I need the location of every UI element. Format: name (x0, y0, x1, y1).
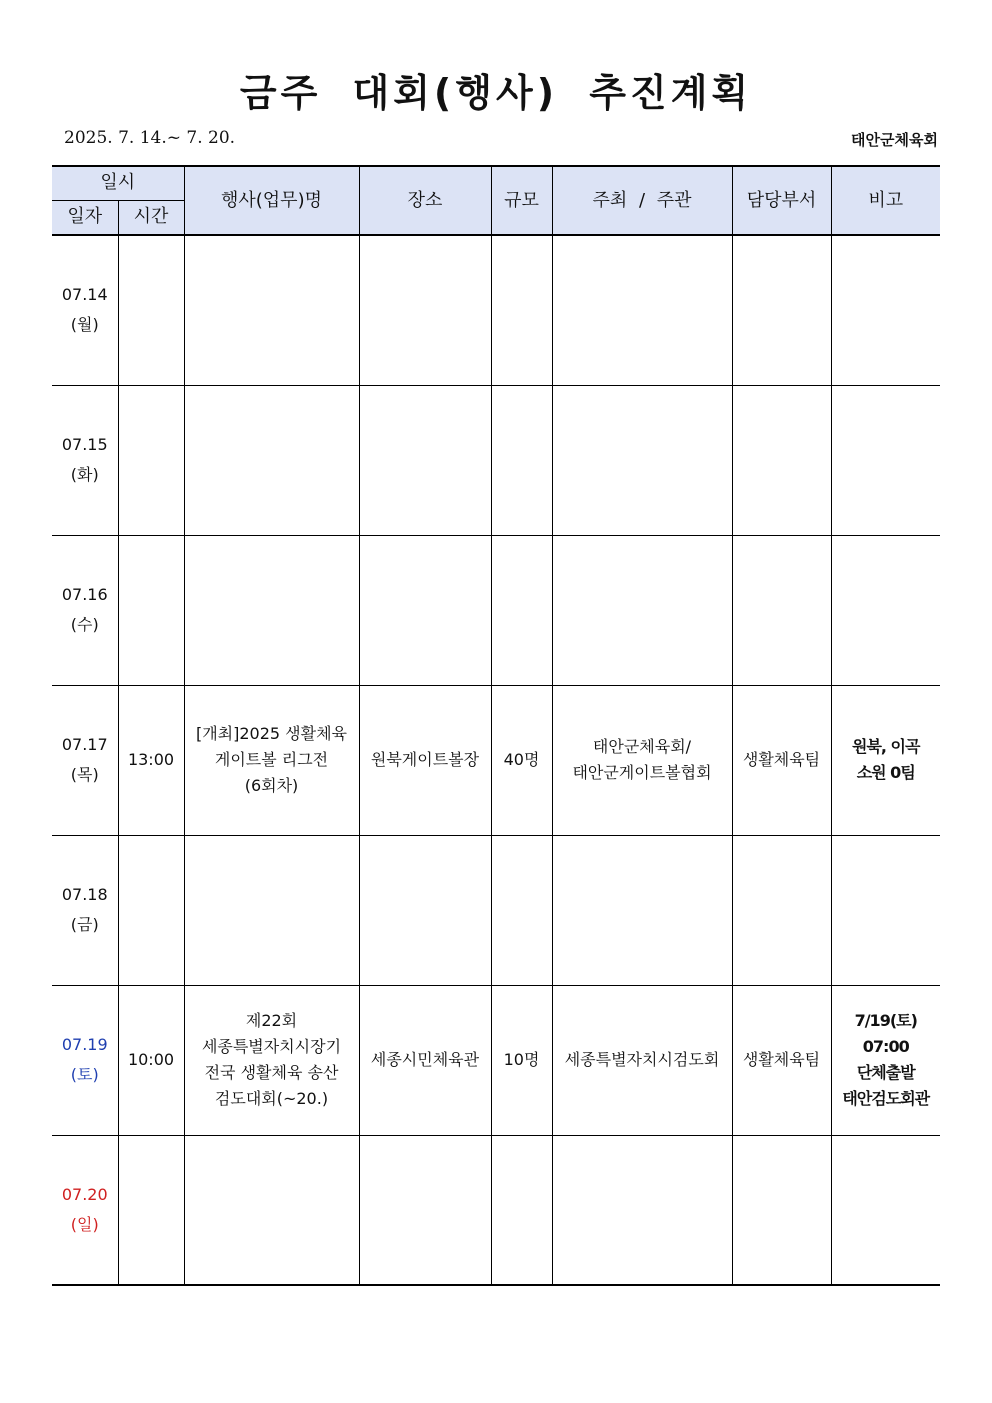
note-line: 소원 0팀 (856, 763, 915, 782)
col-host: 주최 / 주관 (552, 166, 732, 235)
note-cell (831, 1135, 940, 1285)
col-scale: 규모 (491, 166, 552, 235)
weekday-text: (월) (70, 315, 99, 335)
table-row (52, 835, 940, 985)
col-event: 행사(업무)명 (184, 166, 359, 235)
host-line: 태안군게이트볼협회 (572, 763, 712, 782)
weekday-text: (토) (70, 1065, 99, 1084)
host-cell (552, 385, 732, 535)
note-line: 원북, 이곡 (852, 737, 920, 756)
event-cell (184, 985, 359, 1135)
place-text: 세종시민체육관 (370, 1050, 480, 1069)
place-text: 원북게이트볼장 (370, 750, 480, 769)
organization-name: 태안군체육회 (851, 131, 938, 149)
scale-cell (491, 385, 552, 535)
date-text: 07.20 (61, 1184, 108, 1204)
date-cell (52, 985, 118, 1135)
scale-cell (491, 235, 552, 385)
date-cell (52, 685, 118, 835)
event-line: 세종특별자치시장기 (201, 1037, 342, 1056)
place-cell (359, 235, 491, 385)
note-cell (831, 685, 940, 835)
schedule-body (52, 235, 940, 1285)
date-text: 07.14 (61, 285, 108, 305)
weekday-text: (일) (70, 1214, 99, 1234)
event-cell (184, 1135, 359, 1285)
place-cell (359, 385, 491, 535)
host-cell (552, 685, 732, 835)
place-cell (359, 685, 491, 835)
scale-cell (491, 685, 552, 835)
event-line: [개최]2025 생활체육 (195, 724, 348, 743)
date-cell (52, 385, 118, 535)
weekday-text: (금) (70, 915, 99, 934)
dept-cell (732, 985, 831, 1135)
scale-cell (491, 835, 552, 985)
place-cell (359, 985, 491, 1135)
table-row (52, 235, 940, 385)
col-date: 일자 (52, 200, 118, 235)
col-place: 장소 (359, 166, 491, 235)
col-time: 시간 (118, 200, 184, 235)
host-cell (552, 835, 732, 985)
weekday-text: (수) (70, 615, 99, 634)
date-text: 07.18 (61, 885, 108, 904)
date-cell (52, 235, 118, 385)
event-line: (6회차) (244, 776, 299, 795)
schedule-table (52, 165, 940, 1286)
dept-cell (732, 235, 831, 385)
dept-cell (732, 535, 831, 685)
table-row (52, 535, 940, 685)
event-cell (184, 235, 359, 385)
date-cell (52, 535, 118, 685)
note-cell (831, 835, 940, 985)
event-line: 제22회 (245, 1011, 298, 1030)
date-text: 07.17 (61, 735, 108, 754)
host-line: 태안군체육회/ (592, 737, 692, 756)
dept-cell (732, 685, 831, 835)
note-cell (831, 235, 940, 385)
host-line: 세종특별자치시검도회 (564, 1050, 720, 1069)
scale-cell (491, 535, 552, 685)
host-cell (552, 1135, 732, 1285)
event-cell (184, 685, 359, 835)
event-line: 전국 생활체육 송산 (204, 1063, 339, 1082)
weekday-text: (화) (70, 465, 99, 484)
date-text: 07.19 (61, 1035, 108, 1054)
place-cell (359, 535, 491, 685)
weekday-text: (목) (70, 765, 99, 784)
place-cell (359, 835, 491, 985)
event-cell (184, 535, 359, 685)
time-cell (118, 385, 184, 535)
place-cell (359, 1135, 491, 1285)
note-cell (831, 385, 940, 535)
event-cell (184, 385, 359, 535)
note-cell (831, 535, 940, 685)
event-cell (184, 835, 359, 985)
scale-cell (491, 985, 552, 1135)
scale-text: 10명 (503, 1050, 540, 1069)
time-cell (118, 685, 184, 835)
host-cell (552, 985, 732, 1135)
host-cell (552, 535, 732, 685)
date-cell (52, 835, 118, 985)
note-cell (831, 985, 940, 1135)
scale-text: 40명 (503, 750, 540, 769)
col-datetime: 일시 (52, 166, 184, 200)
event-line: 게이트볼 리그전 (214, 750, 329, 769)
date-cell (52, 1135, 118, 1285)
dept-text: 생활체육팀 (742, 750, 821, 769)
time-cell (118, 235, 184, 385)
dept-cell (732, 1135, 831, 1285)
time-cell (118, 835, 184, 985)
table-row (52, 1135, 940, 1285)
note-line: 태안검도회관 (842, 1089, 930, 1108)
period-range: 2025. 7. 14.~ 7. 20. (64, 128, 236, 148)
col-dept: 담당부서 (732, 166, 831, 235)
dept-cell (732, 835, 831, 985)
page-title: 금주 대회(행사) 추진계획 (239, 71, 753, 115)
note-line: 7/19(토) 07:00 (854, 1011, 917, 1056)
time-text: 13:00 (127, 750, 175, 769)
date-text: 07.15 (61, 435, 108, 454)
dept-cell (732, 385, 831, 535)
table-row (52, 685, 940, 835)
time-cell (118, 1135, 184, 1285)
note-line: 단체출발 (856, 1063, 915, 1082)
col-note: 비고 (831, 166, 940, 235)
host-cell (552, 235, 732, 385)
scale-cell (491, 1135, 552, 1285)
date-text: 07.16 (61, 585, 108, 604)
table-row (52, 385, 940, 535)
dept-text: 생활체육팀 (742, 1050, 821, 1069)
time-cell (118, 535, 184, 685)
time-text: 10:00 (127, 1050, 175, 1069)
event-line: 검도대회(~20.) (214, 1089, 329, 1108)
time-cell (118, 985, 184, 1135)
table-row (52, 985, 940, 1135)
